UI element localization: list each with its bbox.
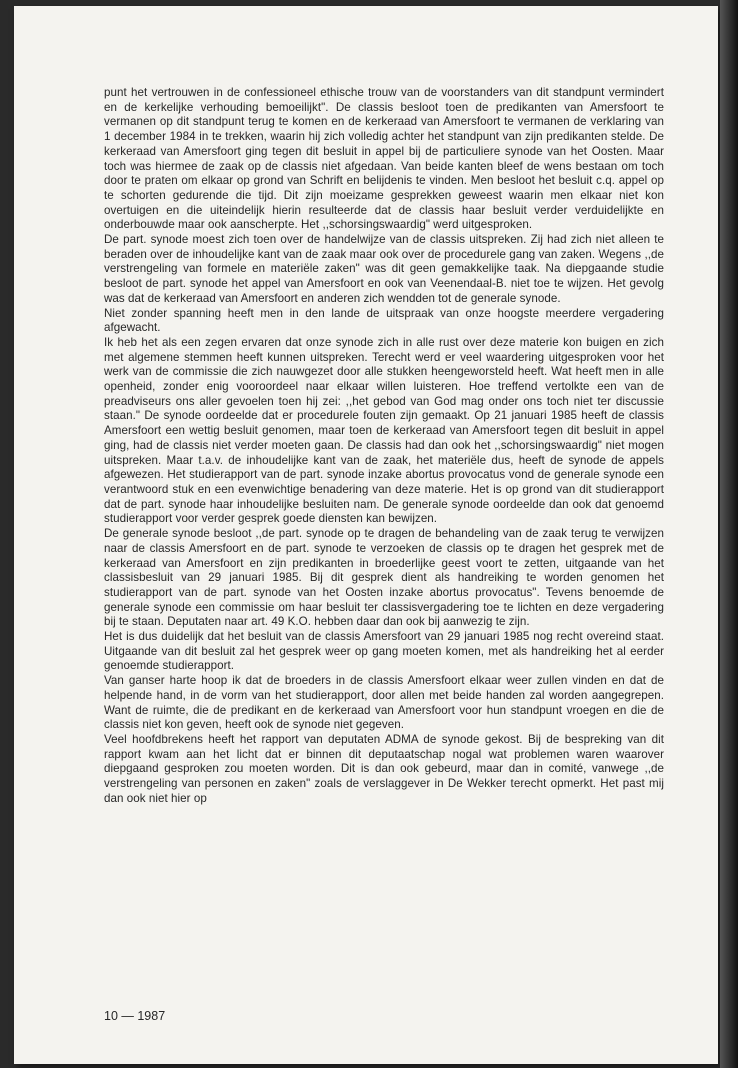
page-footer: 10 — 1987: [104, 1009, 166, 1023]
paragraph: Veel hoofdbrekens heeft het rapport van deputaten ADMA de synode gekost. Bij de bespreking van dit rapport kwam aan het licht dat er binnen dit deputaatschap nogal wat problemen waren waarover diepgaand gesproken zou moeten worden. Dit is dan ook gebeurd, maar dan in comité, vanwege ,,de verstrengeling van personen en zaken" zoals de verslaggever in De Wekker terecht opmerkt. Het past mij dan ook niet hier op: [104, 732, 664, 805]
paragraph: Niet zonder spanning heeft men in den lande de uitspraak van onze hoogste meerdere vergadering afgewacht.: [104, 306, 664, 335]
body-text: [104, 86, 664, 806]
paragraph: De part. synode moest zich toen over de handelwijze van de classis uitspreken. Zij had zich niet alleen te beraden over de inhoudelijke kant van de zaak maar ook over de procedurele gang van zaken. Wegens ,,de verstrengeling van formele en materiële zaken" was dit geen gemakkelijke taak. Na diepgaande studie besloot de part. synode het appel van Amersfoort en ook van Veenendaal-B. niet toe te wijzen. Het gevolg was dat de kerkeraad van Amersfoort en anderen zich wendden tot de generale synode.: [104, 233, 664, 305]
paragraph: Het is dus duidelijk dat het besluit van de classis Amersfoort van 29 januari 1985 nog recht overeind staat. Uitgaande van dit besluit zal het gesprek weer op gang moeten komen, met als handreiking het al eerder genoemde studierapport.: [104, 630, 664, 673]
paragraph: De generale synode besloot ,,de part. synode op te dragen de behandeling van de zaak terug te verwijzen naar de classis Amersfoort en de part. synode te verzoeken de classis op te dragen het gesprek met de kerkeraad van Amersfoort en zijn predikanten in broederlijke geest voort te zetten, uitgaande van het classisbesluit van 29 januari 1985. Bij dit gesprek dient als handreiking te worden genomen het studierapport van de part. synode van het Oosten inzake abortus provocatus". Tevens benoemde de generale synode een commissie om haar besluit ter classisvergadering toe te lichten en deze vergadering bij te staan. Deputaten naar art. 49 K.O. hebben daar dan ook bij aanwezig te zijn.: [104, 527, 664, 629]
document-page: [14, 6, 718, 1064]
paragraph: Van ganser harte hoop ik dat de broeders in de classis Amersfoort elkaar weer zullen vinden en dat de helpende hand, in de vorm van het studierapport, door allen met beide handen zal worden aangegrepen. Want de ruimte, die de predikant en de kerkeraad van Amersfoort voor hun standpunt vroegen en die de classis niet kon geven, heeft ook de synode niet gegeven.: [104, 674, 664, 732]
book-spine-shadow: [720, 0, 738, 1068]
paragraph: punt het vertrouwen in de confessioneel ethische trouw van de voorstanders van dit standpunt vermindert en de kerkelijke verhouding bemoeilijkt". De classis besloot toen de predikanten van Amersfoort te vermanen op dit standpunt terug te komen en de kerkeraad van Amersfoort te vermanen de verklaring van 1 december 1984 in te trekken, waarin hij zich volledig achter het standpunt van zijn predikanten stelde. De kerkeraad van Amersfoort ging tegen dit besluit in appel bij de particuliere synode van het Oosten. Maar toch was hiermee de zaak op de classis niet afgedaan. Van beide kanten bleef de wens bestaan om toch door te praten om elkaar op grond van Schrift en belijdenis te vinden. Men besloot het besluit c.q. appel op te schorten gedurende die tijd. Dit zijn moeizame gesprekken geweest waarin men elkaar niet kon overtuigen en die uiteindelijk hierin resulteerde dat de classis haar besluit verder verduidelijkte en onderbouwde maar ook aanscherpte. Het ,,schorsingswaardig" werd uitgesproken.: [104, 86, 664, 232]
paragraph: Ik heb het als een zegen ervaren dat onze synode zich in alle rust over deze materie kon buigen en zich met algemene stemmen heeft kunnen uitspreken. Terecht werd er veel waardering uitgesproken voor het werk van de commissie die zich nauwgezet door alle stukken heengeworsteld heeft. Wat heeft men in alle openheid, zonder enig vooroordeel naar elkaar willen luisteren. Hoe treffend vertolkte een van de preadviseurs ons aller gevoelen toen hij zei: ,,het gebod van God mag onder ons toch niet ter discussie staan." De synode oordeelde dat er procedurele fouten zijn gemaakt. Op 21 januari 1985 heeft de classis Amersfoort een wettig besluit genomen, maar toen de kerkeraad van Amersfoort tegen dit besluit in appel ging, had de classis niet verder moeten gaan. De classis had dan ook het ,,schorsingswaardig" niet mogen uitspreken. Maar t.a.v. de inhoudelijke kant van de zaak, het materiële dus, heeft de synode de appels afgewezen. Het studierapport van de part. synode inzake abortus provocatus vond de generale synode een verantwoord stuk en een evenwichtige benadering van deze materie. Het is op grond van dit studierapport dat de part. synode haar inhoudelijke besluiten nam. De generale synode oordeelde dan ook dat genoemd studierapport voor verder gesprek goede diensten kan bewijzen.: [104, 335, 664, 526]
